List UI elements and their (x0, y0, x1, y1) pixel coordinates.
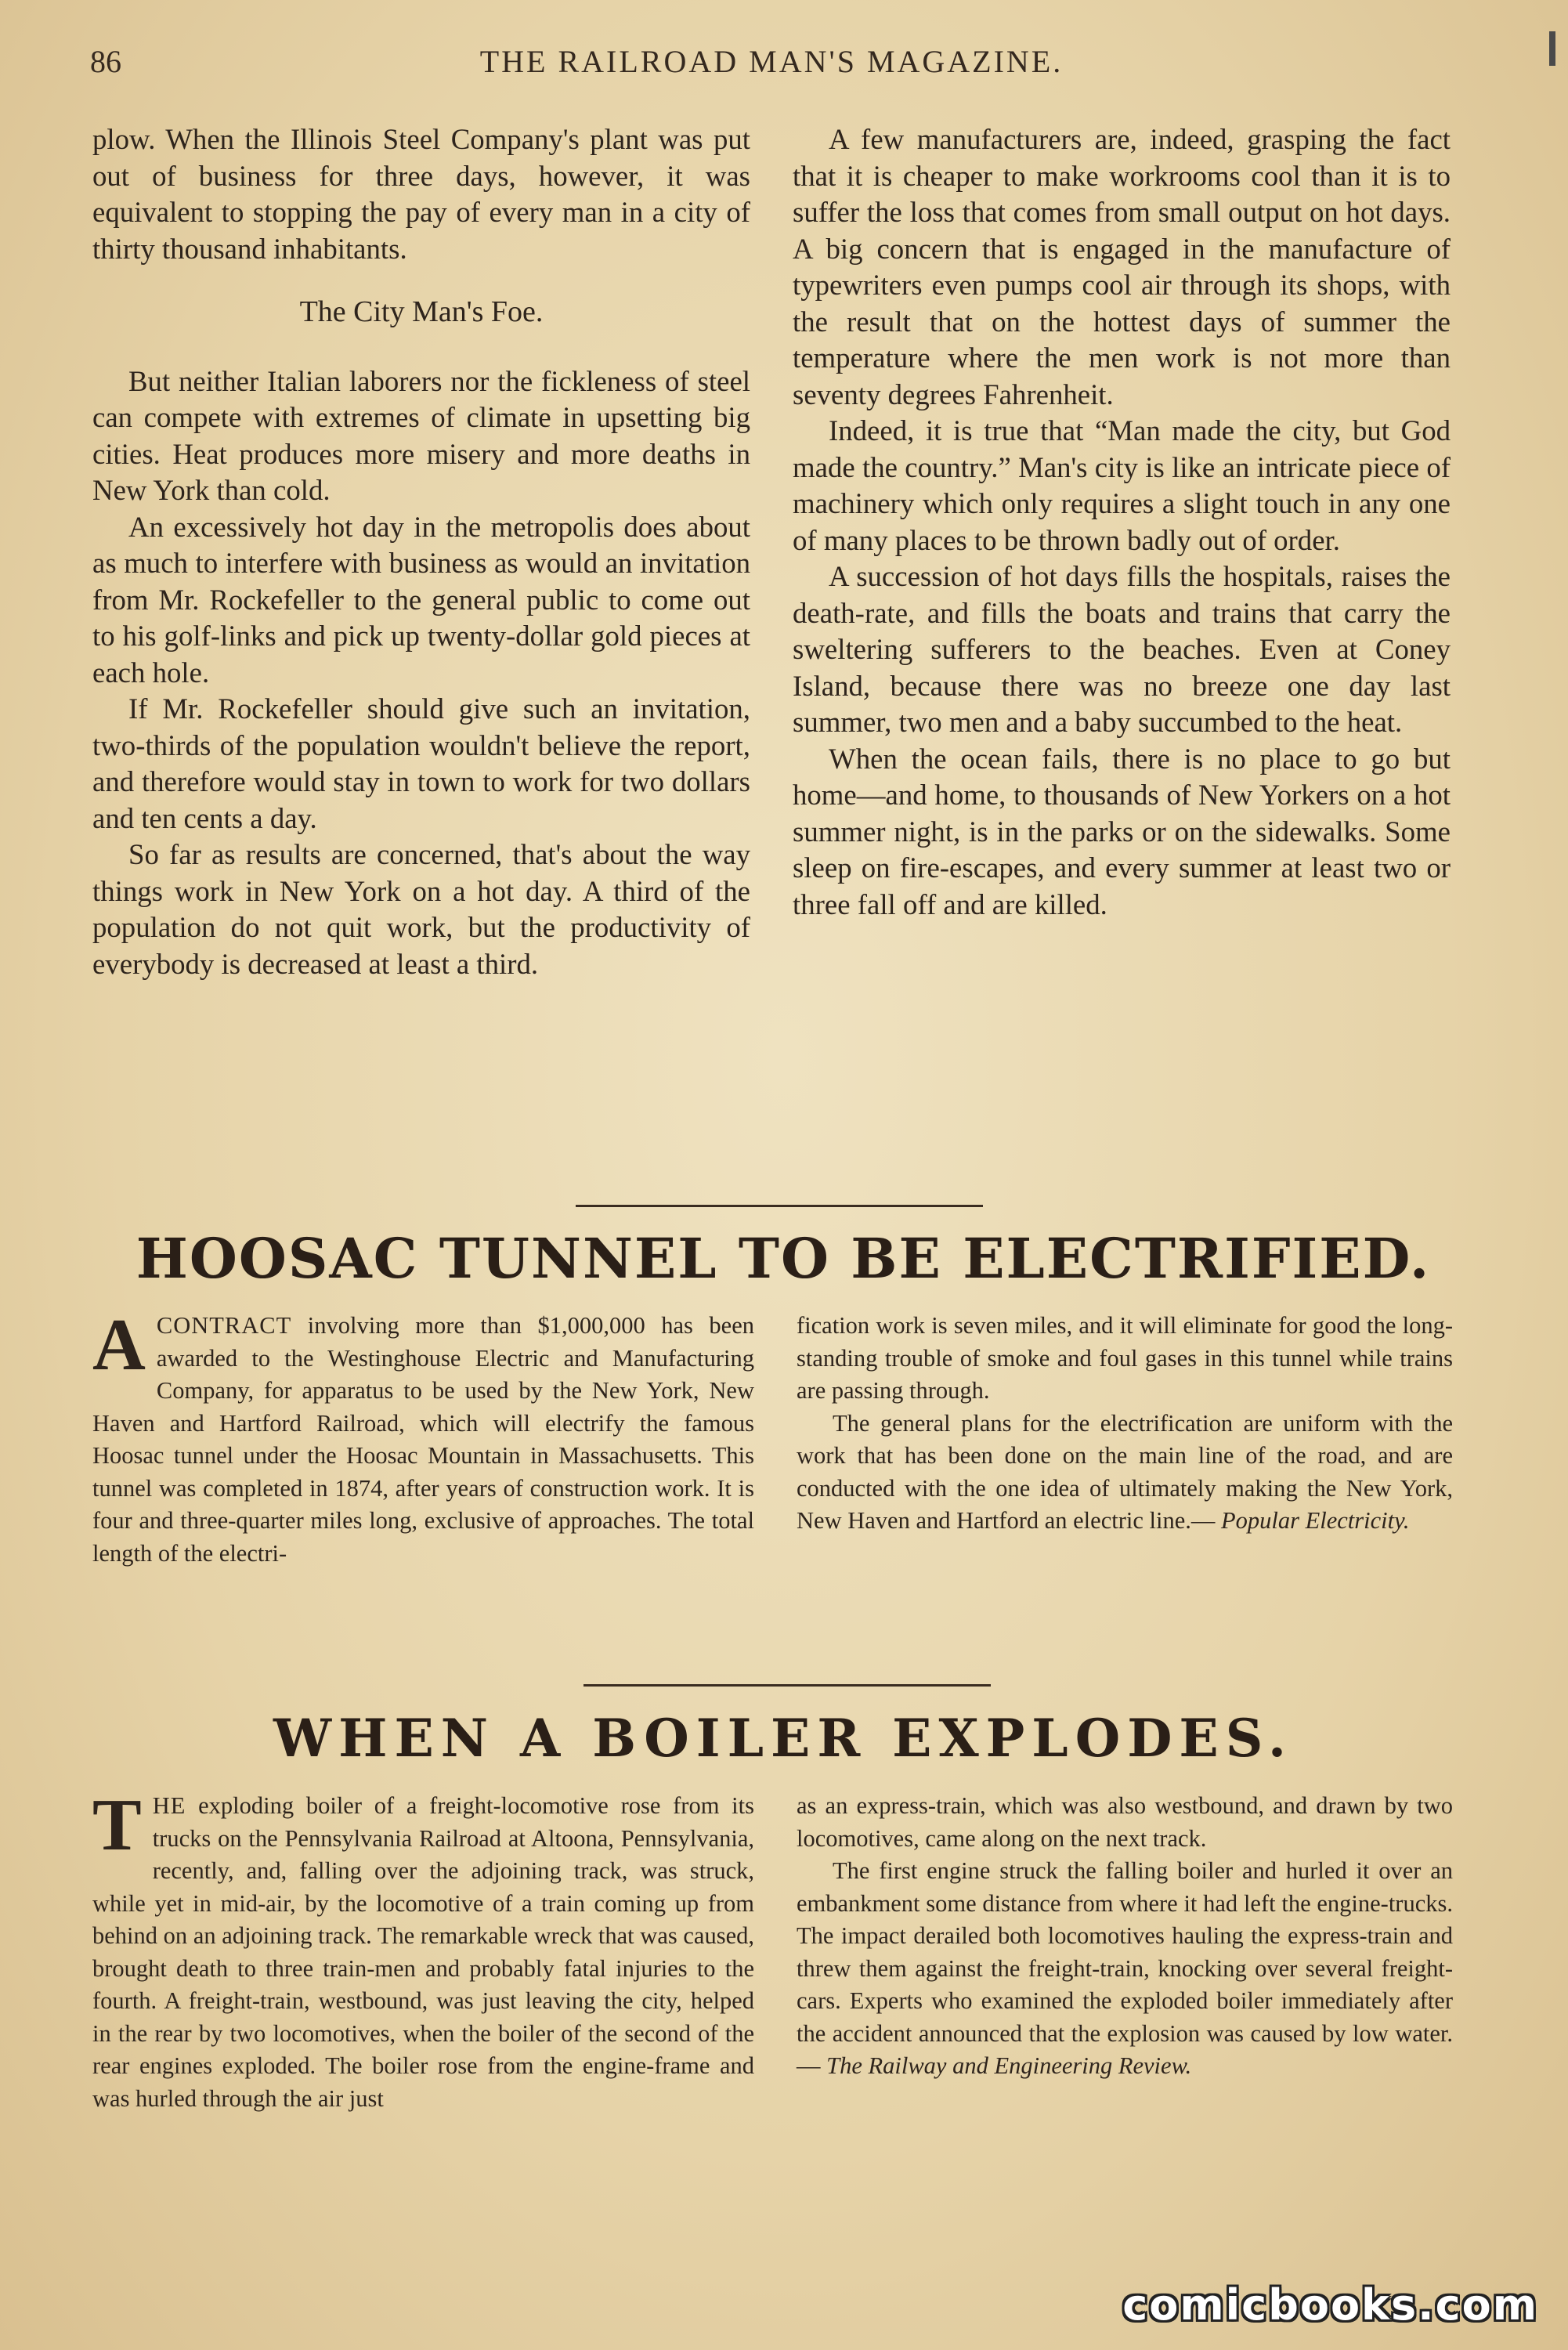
paragraph-text: involving more than $1,000,000 has been awarded to the Westinghouse Electric and Manufacturing Company, for apparatus to be used by the New York, New Haven and Hartford Railroad, which will electrify the famous Hoosac tunnel under the Hoosac Mountain in Massachusetts. This tunnel was completed in 1874, after years of construction work. It is four and three-quarter miles long, exclusive of approaches. The total length of the electri- (92, 1312, 754, 1567)
paragraph: A few manufacturers are, indeed, grasping the fact that it is cheaper to make workrooms cool than it is to suffer the loss that comes from small output on hot days. A big concern that is engaged in the manufacture of typewriters even pumps cool air through its shops, with the result that on the hottest days of summer the temperature where the men work is not more than seventy degrees Fahrenheit. (793, 123, 1451, 410)
paragraph: Indeed, it is true that “Man made the city, but God made the country.” Man's city is like an intricate piece of machinery which only requires a slight touch in any one of many places to be thrown badly out of order. (793, 414, 1451, 556)
paragraph: An excessively hot day in the metropolis does about as much to interfere with business as would an invitation from Mr. Rockefeller to the general public to come out to his golf-links and pick up twenty-dollar gold pieces at each hole. (92, 510, 750, 689)
paragraph: fication work is seven miles, and it will eliminate for good the long-standing trouble of smoke and foul gases in this tunnel while trains are passing through. (797, 1312, 1453, 1404)
drop-cap: A (92, 1304, 146, 1386)
top-article-left-column (92, 121, 750, 982)
paragraph-text: exploding boiler of a freight-locomotive rose from its trucks on the Pennsylvania Railroad at Altoona, Pennsylvania, recently, and, falling over the adjoining track, was struck, while yet in mid-air, by the locomotive of a train coming up from behind on an adjoining track. The remarkable wreck that was caused, brought death to three train-men and probably fatal injuries to the fourth. A freight-train, westbound, was just leaving the city, helped in the rear by two locomotives, when the boiler of the second of the rear engines exploded. The boiler rose from the engine-frame and was hurled through the air just (92, 1792, 754, 2112)
paragraph (797, 1408, 1453, 1538)
watermark-logo: comicbooks.com (1122, 2280, 1538, 2330)
page-header (90, 38, 1453, 85)
paragraph: A succession of hot days fills the hospitals, raises the death-rate, and fills the boats and trains that carry the sweltering sufferers to the beaches. Even at Coney Island, because there was no breeze one day last summer, two men and a baby succumbed to the heat. (793, 560, 1451, 738)
section-divider (576, 1205, 983, 1207)
paragraph (797, 1855, 1453, 2083)
hoosac-right-column (797, 1310, 1453, 1538)
drop-cap: T (92, 1784, 142, 1866)
section-subheading: The City Man's Foe. (299, 295, 544, 328)
paragraph: But neither Italian laborers nor the fickleness of steel can compete with extremes of climate in upsetting big cities. Heat produces more misery and more deaths in New York than cold. (92, 364, 750, 506)
source-citation: Popular Electricity. (1221, 1507, 1410, 1534)
boiler-headline: WHEN A BOILER EXPLODES. (273, 1708, 1294, 1769)
lead-in-caps: HE (152, 1792, 186, 1819)
page-number: 86 (90, 43, 121, 79)
page-edge-mark (1549, 31, 1555, 66)
paragraph: as an express-train, which was also westbound, and drawn by two locomotives, came along on the next track. (797, 1792, 1453, 1852)
magazine-title: THE RAILROAD MAN'S MAGAZINE. (479, 43, 1064, 79)
paragraph (92, 1784, 754, 2115)
boiler-left-column (92, 1784, 754, 2115)
hoosac-headline: HOOSAC TUNNEL TO BE ELECTRIFIED. (135, 1226, 1431, 1291)
paragraph-text: The first engine struck the falling boiler and hurled it over an embankment some distance from where it had left the engine-trucks. The impact derailed both locomotives hauling the express-train and threw them against the freight-train, knocking over several freight-cars. Experts who examined the exploded boiler immediately after the accident announced that the explosion was caused by low water.— (797, 1857, 1453, 2079)
section-divider (583, 1684, 991, 1687)
paragraph: So far as results are concerned, that's about the way things work in New York on a hot day. A third of the population do not quit work, but the productivity of everybody is decreased at least a third. (92, 838, 750, 980)
paragraph: If Mr. Rockefeller should give such an invitation, two-thirds of the population wouldn't believe the report, and therefore would stay in town to work for two dollars and ten cents a day. (92, 692, 750, 834)
lead-in-caps: CONTRACT (156, 1312, 292, 1339)
boiler-right-column (797, 1790, 1453, 2083)
paragraph: plow. When the Illinois Steel Company's plant was put out of business for three days, however, it was equivalent to stopping the pay of every man in a city of thirty thousand inhabitants. (92, 123, 750, 265)
paragraph-text: The general plans for the electrification are uniform with the work that has been done on the main line of the road, and are conducted with the one idea of ultimately making the New York, New Haven and Hartford an electric line.— (797, 1409, 1453, 1534)
source-citation: The Railway and Engineering Review. (826, 2052, 1192, 2079)
hoosac-left-column (92, 1304, 754, 1570)
paragraph (92, 1304, 754, 1570)
top-article-right-column (793, 121, 1451, 923)
paragraph: When the ocean fails, there is no place to go but home—and home, to thousands of New Yorkers on a hot summer night, is in the parks or on the sidewalks. Some sleep on fire-escapes, and every summer at least two or three fall off and are killed. (793, 742, 1451, 920)
